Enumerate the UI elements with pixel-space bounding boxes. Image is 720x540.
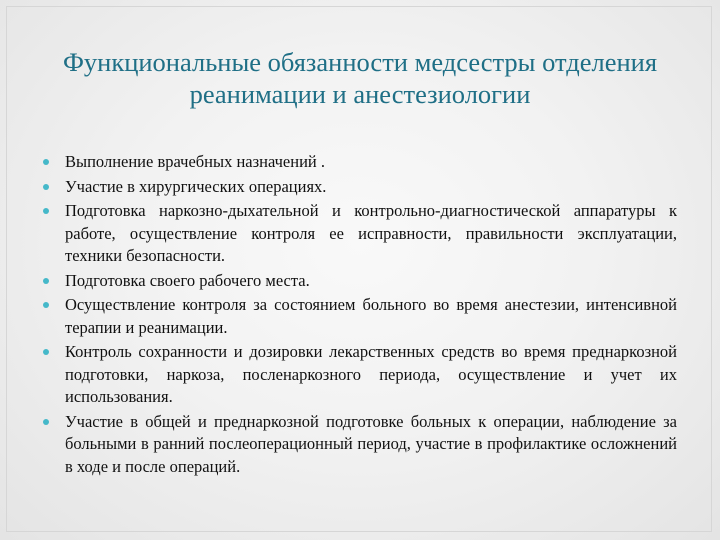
bullet-item	[41, 176, 677, 199]
bullet-text: Участие в хирургических операциях.	[65, 176, 327, 196]
bullet-dot-icon	[43, 278, 49, 284]
bullet-item	[41, 341, 677, 409]
bullet-item	[41, 151, 677, 174]
bullet-text: Подготовка наркозно-дыхательной и контрольно-диагностической аппаратуры к работе, осуществление контроля ее исправности, правильности эксплуатации, техники безопасности.	[65, 201, 677, 265]
bullet-text: Подготовка своего рабочего места.	[65, 270, 310, 290]
bullet-text: Выполнение врачебных назначений .	[65, 152, 325, 171]
bullet-item	[41, 270, 677, 293]
bullet-list	[41, 151, 677, 480]
bullet-text: Участие в общей и преднаркозной подготовке больных к операции, наблюдение за больными в ранний послеоперационный период, участие в профилактике осложнений в ходе и после операций.	[65, 411, 677, 476]
bullet-dot-icon	[43, 349, 49, 355]
bullet-dot-icon	[43, 419, 49, 425]
slide-title	[30, 46, 690, 110]
bullet-dot-icon	[43, 302, 49, 308]
bullet-dot-icon	[43, 159, 49, 165]
title-line-1: Функциональные обязанности медсестры отделения	[62, 47, 658, 77]
title-line-2: реанимации и анестезиологии	[189, 79, 531, 109]
bullet-text: Контроль сохранности и дозировки лекарственных средств во время преднаркозной подготовки, наркоза, посленаркозного периода, осуществление и учет их использования.	[65, 342, 677, 406]
bullet-item	[41, 200, 677, 268]
bullet-item	[41, 411, 677, 479]
bullet-item	[41, 294, 677, 339]
bullet-dot-icon	[43, 184, 49, 190]
bullet-text: Осуществление контроля за состоянием больного во время анестезии, интенсивной терапии и реанимации.	[65, 295, 677, 337]
bullet-dot-icon	[43, 208, 49, 214]
